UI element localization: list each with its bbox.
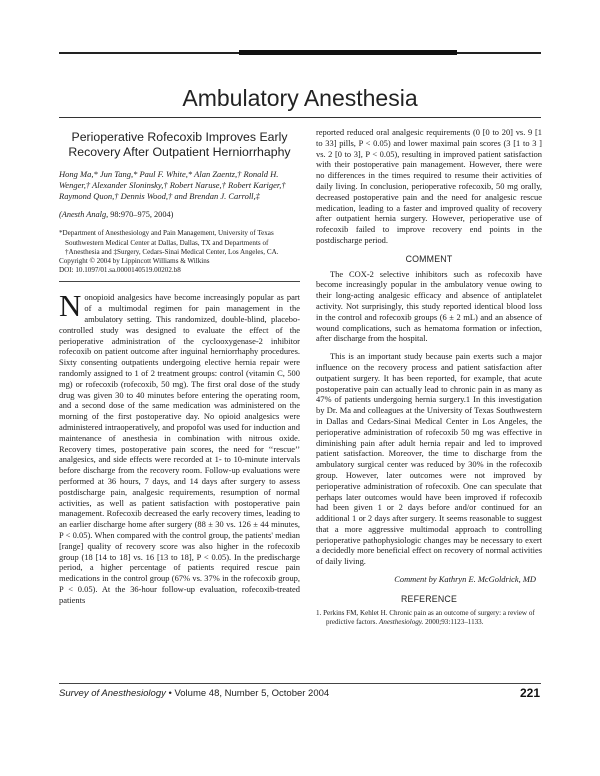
reference-item bbox=[316, 609, 542, 627]
comment-signature: Comment by Kathryn E. McGoldrick, MD bbox=[394, 574, 536, 585]
comment-paragraph-1: The COX-2 selective inhibitors such as rofecoxib have become increasingly popular in the ambulatory venue owing to their long-acting analgesic efficacy and absence of antiplatelet activity. Not surprisingly, this study reported identical blood loss in the control and rofecoxib groups (6 ± 2 mL) and an absence of wound complications, such as hematoma formation or infection, after discharge from the hospital. bbox=[316, 268, 542, 344]
abstract-text: onopioid analgesics have become increasingly popular as part of a multimodal regimen for pain management in the ambulatory setting. This randomized, double-blind, placebo-controlled study was designed to evaluate the effect of the perioperative administration of the cyclooxygenase-2 inhibitor rofecoxib on patient outcome after inguinal herniorrhaphy procedures. Sixty consenting outpatients undergoing elective hernia repair were randomly assigned to 1 of 2 treatment groups: control (vitamin C, 500 mg) or rofecoxib (rofecoxib, 50 mg). The first oral dose of the study drug was given 30 to 40 minutes before entering the operating room, and a second dose of the same medication was administered on the morning of the first postoperative day. No opioid analgesics were administered intraoperatively, and propofol was used for induction and maintenance of anesthesia in combination with nitrous oxide. Recovery times, postoperative pain scores, the need for ‘‘rescue’’ analgesics, and side effects were recorded at 1- to 10-minute intervals before discharge from the recovery room. Follow-up evaluations were performed at 36 hours, 7 days, and 14 days after surgery to assess postdischarge pain, analgesic requirements, resumption of normal activities, as well as patient satisfaction with postoperative pain management. Rofecoxib decreased the early recovery times, leading to an earlier discharge home after surgery (88 ± 30 vs. 126 ± 44 minutes, P < 0.05). When compared with the control group, the patients' median [range] quality of recovery score was also higher in the rofecoxib group (18 [14 to 18] vs. 16 [13 to 18], P < 0.05). In the predischarge period, a higher percentage of patients required rescue pain medications in the control group (67% vs. 37% in the rofecoxib group, P < 0.05). At the 36-hour follow-up evaluation, rofecoxib-treated patients bbox=[59, 292, 300, 605]
copyright-line: Copyright © 2004 by Lippincott Williams & Wilkins bbox=[59, 256, 210, 265]
affiliation-note: *Department of Anesthesiology and Pain Management, University of Texas Southwestern Medical Center at Dallas, Dallas, TX and Departments of †Anesthesia and ‡Surgery, Cedars-Sinai Medical Center, Los Angeles, CA. bbox=[59, 229, 279, 256]
citation: (Anesth Analg, 98:970–975, 2004) bbox=[59, 209, 174, 219]
abstract-body bbox=[59, 288, 300, 605]
citation-journal: Anesth Analg bbox=[61, 209, 107, 219]
left-column bbox=[59, 127, 300, 606]
comment-paragraph-2: This is an important study because pain exerts such a major influence on the recovery process and patient satisfaction after outpatient surgery. It has been reported, for example, that acute postoperative pain can actually lead to chronic pain in as many as 47% of patients undergoing hernia surgery.1 In this investigation by Dr. Ma and colleagues at the University of Texas Southwestern in Dallas and Cedars-Sinai Medical Center in Los Angeles, the perioperative administration of rofecoxib 50 mg was effective in diminishing pain after adult hernia repair and led to improved patient satisfaction. Moreover, the time to discharge from the ambulatory surgical center was reduced by 30% in the rofecoxib group. However, later outcomes were not improved by perioperative administration of rofecoxib. One can speculate that perhaps later outcomes would have been improved if rofecoxib had been given 1 or 2 days before and/or continued for an additional 1 or 2 days after surgery. It seems reasonable to suggest that a more aggressive multimodal approach to controlling perioperative pathophysiologic changes may be necessary to exert a decidedly more beneficial effect on recovery of normal activities of daily living. bbox=[316, 351, 542, 567]
footer-journal-name: Survey of Anesthesiology bbox=[59, 688, 166, 699]
top-rule-accent bbox=[239, 50, 457, 55]
article-title: Perioperative Rofecoxib Improves Early Recovery After Outpatient Herniorrhaphy bbox=[68, 130, 291, 159]
comment-heading: COMMENT bbox=[405, 253, 453, 264]
doi-line: DOI: 10.1097/01.sa.0000140519.00202.b8 bbox=[59, 266, 181, 275]
footer-issue: • Volume 48, Number 5, October 2004 bbox=[165, 688, 330, 699]
reference-journal: Anesthesiology. bbox=[378, 617, 424, 626]
drop-cap: N bbox=[59, 288, 82, 324]
abstract-divider bbox=[59, 281, 300, 282]
header-rule bbox=[59, 117, 541, 118]
page-number: 221 bbox=[519, 686, 540, 700]
abstract-continued: reported reduced oral analgesic requirements (0 [0 to 20] vs. 9 [1 to 33] pills, P < 0.05) and lower maximal pain scores (3 [1 to 3 ] vs. 2 [0 to 3], P < 0.05), resulting in improved patient satisfaction with their postoperative pain management. However, there were no differences in the times required to resume their activities of daily living. In conclusion, perioperative rofecoxib, 50 mg orally, decreased postoperative pain and the need for analgesic rescue medication, leading to a faster and improved quality of recovery after outpatient hernia surgery. However, perioperative use of rofecoxib failed to improve recovery end points in the postdischarge period. bbox=[316, 127, 542, 245]
citation-details: , 98:970–975, 2004) bbox=[106, 209, 174, 219]
section-title: Ambulatory Anesthesia bbox=[182, 85, 418, 111]
author-list: Hong Ma,* Jun Tang,* Paul F. White,* Alan Zaentz,† Ronald H. Wenger,† Alexander Sloninsky,† Robert Naruse,† Robert Kariger,† Raymond Quon,† Dennis Wood,† and Brendan J. Carroll,‡ bbox=[59, 169, 286, 201]
footer-journal-info bbox=[59, 688, 329, 699]
right-column bbox=[316, 127, 542, 627]
reference-details: 2000;93:1123–1133. bbox=[423, 617, 484, 626]
footer-rule bbox=[59, 683, 541, 684]
reference-text: 1. Perkins FM, Kehlet H. Chronic pain as an outcome of surgery: a review of predictive factors. bbox=[316, 608, 535, 626]
reference-heading: REFERENCE bbox=[400, 593, 458, 604]
